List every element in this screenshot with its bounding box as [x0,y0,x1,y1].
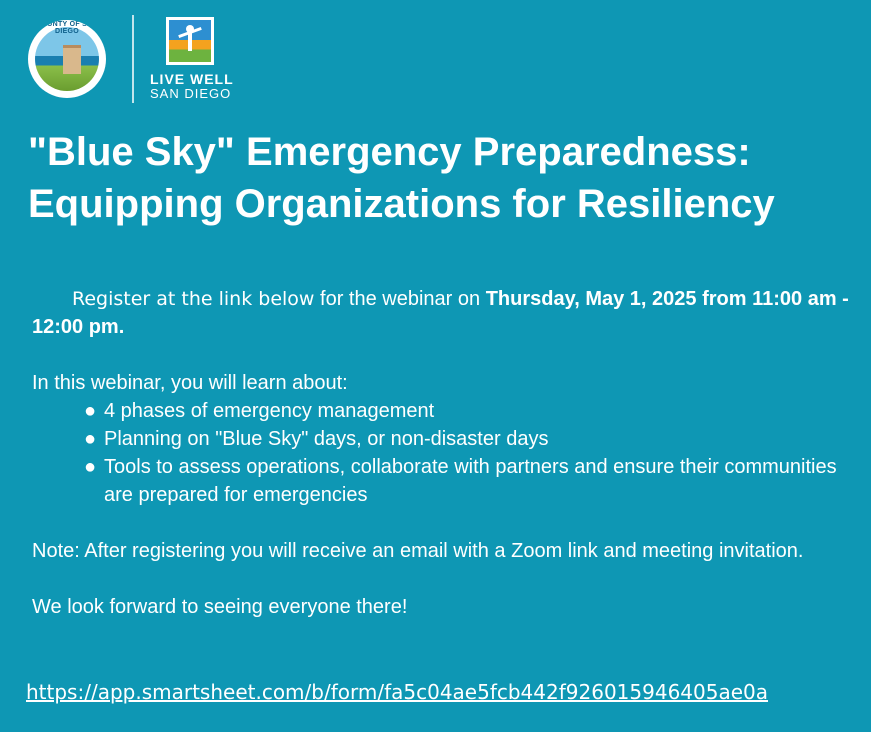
intro-paragraph [32,285,862,341]
bullet-icon: ● [84,428,97,450]
list-item: ● 4 phases of emergency management [104,397,862,425]
bullet-icon: ● [84,456,97,478]
live-well-logo [150,17,234,101]
topics-list [32,397,862,509]
note-text: Note: After registering you will receive an email with a Zoom link and meeting invitation. [32,540,804,562]
list-item: ● Planning on "Blue Sky" days, or non-disaster days [104,425,862,453]
brand-line1: LIVE WELL [150,71,234,87]
seal-building-icon [63,45,81,74]
list-item: ● Tools to assess operations, collaborate with partners and ensure their communities are prepared for emergencies [104,453,862,509]
bullet-icon: ● [84,400,97,422]
header-divider [132,15,134,103]
seal-text: COUNTY OF SAN DIEGO [36,21,98,35]
live-well-icon [166,17,214,65]
webinar-text: for the webinar on [314,288,486,310]
page-title: "Blue Sky" Emergency Preparedness: Equipping Organizations for Resiliency [28,130,775,226]
date-time: Thursday, May 1, 2025 from 11:00 am - 12:00 pm. [32,288,849,338]
learn-heading: In this webinar, you will learn about: [32,372,348,394]
brand-line2: SAN DIEGO [150,86,232,101]
registration-link[interactable]: https://app.smartsheet.com/b/form/fa5c04ae5fcb442f926015946405ae0a [26,680,769,704]
header [28,14,234,104]
register-text: Register at the link below [72,288,315,310]
content-body [32,285,862,621]
closing-text: We look forward to seeing everyone there! [32,596,408,618]
seal-landscape-icon [35,27,99,91]
county-seal-logo [28,20,106,98]
